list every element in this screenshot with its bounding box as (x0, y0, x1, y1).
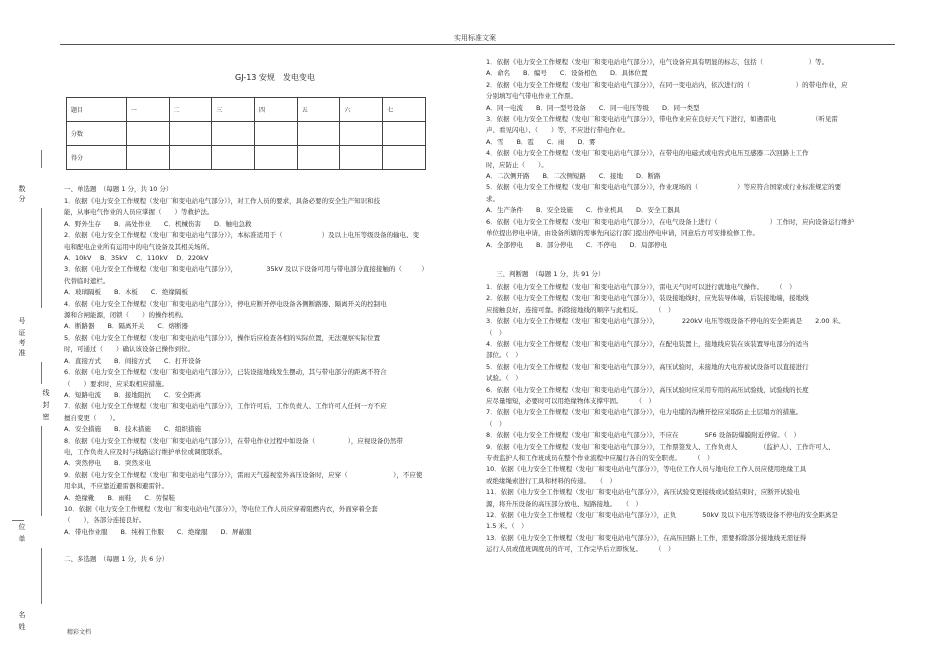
table-cell[interactable] (383, 122, 426, 146)
binding-tick (12, 520, 24, 521)
question-line: 源和合闸能源，闭锁（ ）的操作机构。 (64, 311, 188, 320)
question-line: 5．依据《电力安全工作规程（发电厂和变电站电气部分）》，高压试验时，未接地的大电容被试设备可以直接进行 (486, 362, 809, 371)
question-line: 电和配电企业所有运用中的电气设备及其相关场所。 (64, 242, 214, 251)
table-cell: 七 (383, 98, 426, 122)
question-line: 3．依据《电力安全工作规程（发电厂和变电站电气部分）》， 35kV 及以下设备可用与带电部分直接接触的（ ） (64, 265, 428, 274)
question-line: 8．依据《电力安全工作规程（发电厂和变电站电气部分）》，不应在 SF6 设备防爆膜附近停留。（ ） (486, 431, 800, 440)
question-line: 1.5 米。（ ） (486, 522, 528, 531)
binding-line-5 (41, 548, 42, 604)
score-table (66, 97, 426, 170)
question-line: A．全部停电 B．部分停电 C．不停电 D．局部停电 (486, 240, 667, 249)
true-false-questions (486, 282, 886, 556)
question-line: A．安全措施 B．技术措施 C．组织措施 (64, 425, 201, 434)
table-cell: 题目 (67, 98, 127, 122)
binding-line-2 (41, 208, 42, 308)
question-line: 2．依据《电力安全工作规程（发电厂和变电站电气部分）》，装设接地线时，应先装导体端，后装接地端，接地线 (486, 294, 809, 303)
binding-margin (12, 150, 52, 650)
question-line: 5．依据《电力安全工作规程（发电厂和变电站电气部分）》，操作后应检查各相的实际位置，无法观察实际位置 (64, 333, 381, 342)
question-line: A．带电作业服 B．纯棉工作服 C．绝缘服 D．屏蔽服 (64, 527, 252, 536)
question-line: 4．依据《电力安全工作规程（发电厂和变电站电气部分）》，在带电的电磁式或电容式电压互感器二次回路上工作 (486, 149, 809, 158)
page-footer: 精彩文档 (67, 629, 92, 636)
binding-line-3 (41, 362, 42, 384)
question-line: 6．依据《电力安全工作规程（发电厂和变电站电气部分）》，在电气设备上进行（ ）工作时，应向设备运行维护 (486, 217, 855, 226)
question-line: （ ） (486, 419, 506, 428)
table-cell[interactable] (126, 122, 169, 146)
section-heading-true-false: 三、判断题 （每题 1 分，共 91 分） (496, 269, 605, 278)
question-line: 1．依据《电力安全工作规程（发电厂和变电站电气部分）》，雷电天气时可以进行就地电气操作。 （ ） (486, 282, 796, 291)
question-line: 专责监护人和工作班成员在整个作业流程中应履行各自的安全职责。 （ ） (486, 454, 714, 462)
table-cell[interactable] (212, 122, 255, 146)
question-line: A．直接方式 B．间接方式 C．打开设备 (64, 356, 201, 365)
margin-label: 位 (18, 523, 26, 531)
question-line: A．命名 B．编号 C．设备相色 D．具体位置 (486, 69, 648, 78)
question-line: 12．依据《电力安全工作规程（发电厂和变电站电气部分）》，正负 50kV 及以下电压等级设备不停电的安全距离是 (486, 511, 838, 520)
question-line: A．10kV B．35kV C．110kV D．220kV (64, 254, 209, 263)
question-line: 能，从事电气作业的人员应掌握（ ）等救护法。 (64, 208, 214, 217)
margin-label: 线 (42, 389, 50, 397)
question-line: 7．依据《电力安全工作规程（发电厂和变电站电气部分）》，电力电缆的沟槽开挖应采取防止土层塌方的措施。 (486, 408, 803, 417)
question-line: 10．依据《电力安全工作规程（发电厂和变电站电气部分）》，等电位工作人员应穿着阻燃内衣，外面穿着全套 (64, 504, 378, 513)
table-cell[interactable] (255, 146, 298, 170)
table-cell[interactable] (169, 146, 212, 170)
question-line: 10．依据《电力安全工作规程（发电厂和变电站电气部分）》，等电位工作人员与地电位工作人员应使用绝缘工具 (486, 465, 807, 474)
question-line: 9．依据《电力安全工作规程（发电厂和变电站电气部分）》，雷雨天气巡视室外高压设备时，应穿（ ），不应使 (64, 470, 423, 479)
table-cell: 三 (212, 98, 255, 122)
question-line: 部位。（ ） (486, 351, 522, 360)
question-line: A．野外生存 B．高处作业 C．机械伤害 D．触电急救 (64, 219, 252, 228)
question-line: 7．依据《电力安全工作规程（发电厂和变电站电气部分）》，工作许可后，工作负责人、工作许可人任何一方不应 (64, 402, 387, 411)
exam-title: GJ-13 安规 发电变电 (235, 73, 315, 82)
table-cell[interactable] (340, 146, 383, 170)
table-cell[interactable] (383, 146, 426, 170)
question-line: 应接触良好，连接可靠。拆除接地线的顺序与此相反。 （ ） (486, 305, 675, 314)
question-line: 分别填写电气带电作业工作票。 (486, 92, 577, 101)
question-line: 11．依据《电力安全工作规程（发电厂和变电站电气部分）》，高压试验变更接线或试验结束时，应断开试验电 (486, 488, 800, 497)
table-cell[interactable] (297, 122, 340, 146)
question-line: 时，应防止（ ）。 (486, 160, 548, 169)
question-line: A．绝缘靴 B．雨鞋 C．劳保鞋 (64, 493, 175, 502)
margin-label: 单 (18, 535, 26, 543)
question-line: A．二次侧开路 B．二次侧短路 C．接地 D．断路 (486, 172, 661, 181)
right-column (486, 57, 886, 556)
question-line: A．生产条件 B．安全设施 C．作业机具 D．安全工器具 (486, 206, 680, 215)
margin-label: 封 (42, 401, 50, 409)
table-cell[interactable] (340, 122, 383, 146)
section-heading-multi-choice: 二、多选题 （每题 1 分，共 6 分） (64, 555, 169, 564)
question-line: 9．依据《电力安全工作规程（发电厂和变电站电气部分）》，工作票签发人、工作负责人 （监护人）、工作许可人、 (486, 442, 835, 451)
margin-label: 号 (18, 317, 26, 325)
question-line: 时，可通过（ ）确认该设备已操作到位。 (64, 345, 194, 354)
question-line: 电，工作负责人应及时与线路运行维护单位或调度联系。 (64, 447, 227, 456)
table-row (67, 122, 426, 146)
table-cell[interactable] (255, 122, 298, 146)
question-line: 4．依据《电力安全工作规程（发电厂和变电站电气部分）》，在配电装置上，接地线应装在该装置导电部分的适当 (486, 339, 809, 348)
question-line: 代替临时遮栏。 (64, 276, 110, 285)
question-line: 3．依据《电力安全工作规程（发电厂和变电站电气部分）》，带电作业应在良好天气下进行，如遇雷电 （听见雷 (486, 115, 838, 124)
section-heading-single-choice: 一、单选题 （每题 1 分，共 10 分） (64, 185, 173, 193)
question-line: A．突然停电 B．突然来电 (64, 459, 151, 468)
question-line: 13．依据《电力安全工作规程（发电厂和变电站电气部分）》，在高压回路上工作，需要拆除部分接地线无需征得 (486, 533, 807, 542)
question-line: 2．依据《电力安全工作规程（发电厂和变电站电气部分）》，在同一变电站内，依次进行的（ ）的带电作业，应 (486, 80, 848, 89)
table-cell: 得分 (67, 146, 127, 170)
question-line: 擅自变更（ ）。 (64, 413, 120, 422)
question-line: 5．依据《电力安全工作规程（发电厂和变电站电气部分）》，作业现场的（ ）等应符合国家或行业标准规定的要 (486, 183, 842, 192)
margin-label: 准 (18, 349, 26, 357)
single-choice-questions (64, 196, 486, 538)
question-line: 运行人员或值班调度员的许可，工作完毕后立即恢复。 （ ） (486, 545, 675, 554)
question-line: A．短路电流 B．接地阻抗 C．安全距离 (64, 390, 201, 399)
question-line: 声、看见闪电）、（ ）等，不应进行带电作业。 (486, 126, 629, 135)
question-line: 或绝缘绳索进行工具和材料的传递。 （ ） (486, 476, 616, 485)
binding-line-4 (41, 426, 42, 516)
question-line: （ ），各部分连接良好。 (64, 516, 146, 525)
margin-label: 名 (18, 611, 26, 619)
question-line: （ ）要求时，应采取相应措施。 (64, 379, 168, 388)
table-cell[interactable] (297, 146, 340, 170)
table-cell[interactable] (126, 146, 169, 170)
margin-label: 分 (18, 195, 26, 203)
question-line: 2．依据《电力安全工作规程（发电厂和变电站电气部分）》，本标准适用于（ ）及以上电压等级设备的输电、变 (64, 231, 420, 240)
table-cell[interactable] (169, 122, 212, 146)
question-line: 6．依据《电力安全工作规程（发电厂和变电站电气部分）》，已装设接地线发生摆动，其与带电部分的距离不符合 (64, 368, 387, 377)
table-cell[interactable] (212, 146, 255, 170)
question-line: A．玻璃隔板 B．木板 C．绝缘隔板 (64, 288, 188, 297)
page-header: 实用标准文案 (454, 34, 496, 42)
question-line: 6．依据《电力安全工作规程（发电厂和变电站电气部分）》，高压试验时应采用专用的高压试验线，试验线的长度 (486, 385, 809, 394)
question-line: （ ） (486, 328, 506, 337)
left-column (64, 60, 486, 563)
table-row (67, 146, 426, 170)
question-line: 源，将升压设备的高压部分放电、短路接地。 （ ） (486, 499, 642, 508)
question-line: 单位提出停电申请，由设备所辖的需事先向运行部门提出停电申请，同意后方可安排检修工作。 (486, 229, 759, 238)
question-line: 试验。（ ） (486, 374, 522, 383)
table-row (67, 98, 426, 122)
table-cell: 四 (255, 98, 298, 122)
multi-choice-questions (486, 57, 886, 251)
question-line: 3．依据《电力安全工作规程（发电厂和变电站电气部分）》， 220kV 电压等级设备不停电的安全距离是 2.00 米。 (486, 317, 845, 326)
question-line: 8．依据《电力安全工作规程（发电厂和变电站电气部分）》，在带电作业过程中如设备（ ），应视设备仍然带 (64, 436, 403, 445)
header-rule (60, 44, 895, 45)
table-cell: 五 (297, 98, 340, 122)
question-line: A．雪 B．雹 C．雨 D．雾 (486, 137, 596, 146)
table-cell: 一 (126, 98, 169, 122)
question-line: 应尽量缩短，必要时可以用绝缘物体支撑牢固。 （ ） (486, 396, 655, 405)
margin-label: 证 (18, 329, 26, 337)
binding-line-1 (41, 150, 42, 168)
question-line: A．断路器 B．隔离开关 C．熔断器 (64, 322, 188, 331)
question-line: 4．依据《电力安全工作规程（发电厂和变电站电气部分）》，停电应断开停电设备各侧断路器、隔离开关的控制电 (64, 299, 387, 308)
question-line: 1．依据《电力安全工作规程（发电厂和变电站电气部分）》，对工作人员的要求，具备必要的安全生产知识和技 (64, 197, 381, 205)
table-cell: 二 (169, 98, 212, 122)
margin-label: 姓 (18, 623, 26, 631)
question-line: 用伞具，不应靠近避雷器和避雷针。 (64, 482, 168, 491)
margin-label: 数 (18, 185, 26, 193)
question-line: A．同一电流 B．同一型号设备 C．同一电压等级 D．同一类型 (486, 103, 700, 112)
margin-label: 考 (18, 339, 26, 347)
question-line: 求。 (486, 194, 499, 203)
table-cell: 六 (340, 98, 383, 122)
question-line: 1．依据《电力安全工作规程（发电厂和变电站电气部分）》，电气设备应具有明显的标志，包括（ ）等。 (486, 58, 829, 66)
margin-label: 密 (42, 413, 50, 421)
table-cell: 分数 (67, 122, 127, 146)
